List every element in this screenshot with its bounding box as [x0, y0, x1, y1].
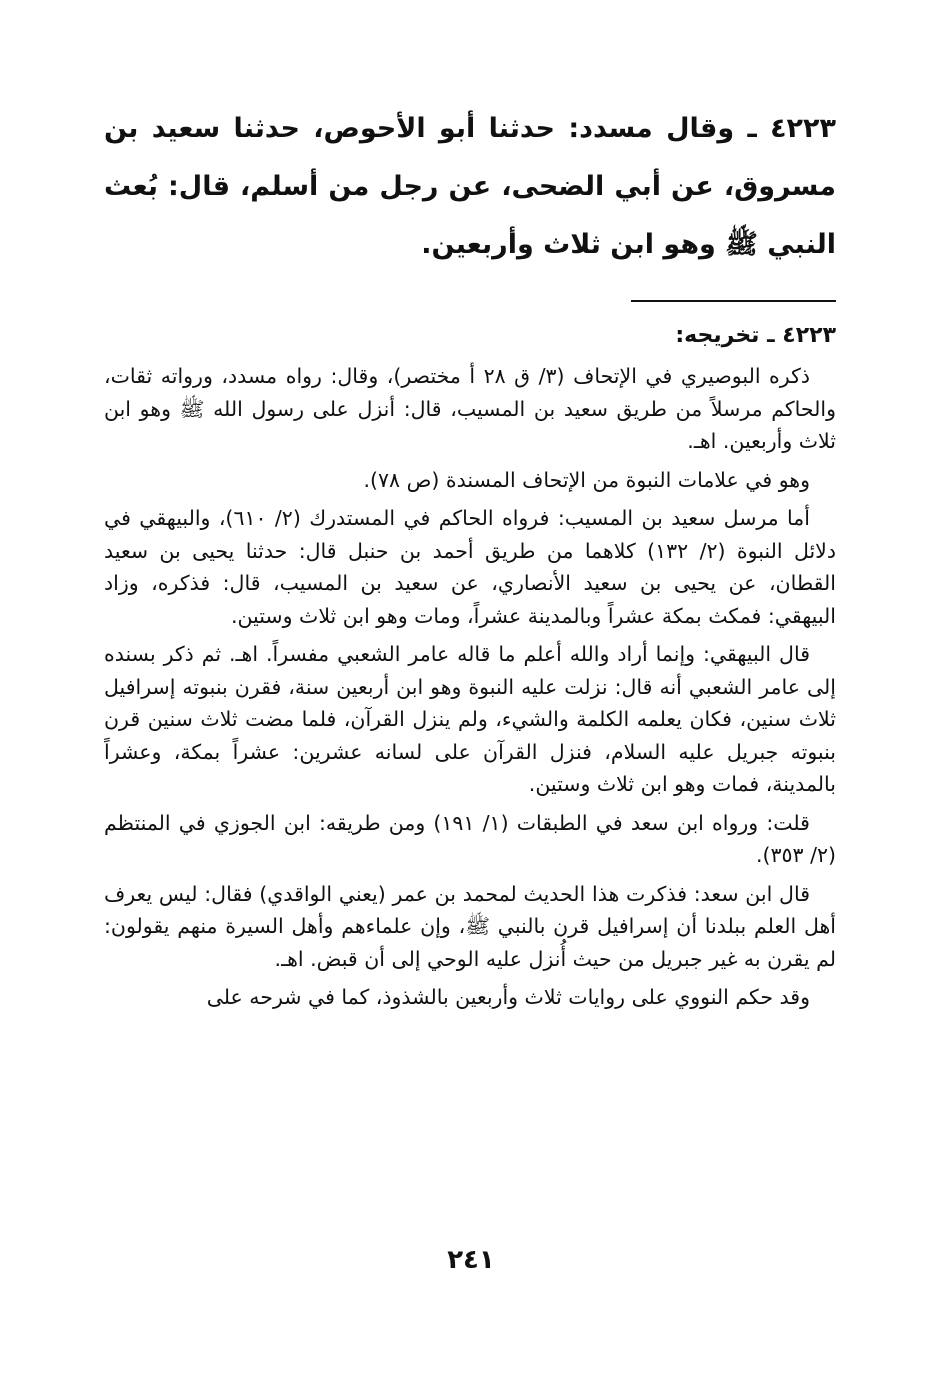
takhrij-paragraph-7: وقد حكم النووي على روايات ثلاث وأربعين بالشذوذ، كما في شرحه على [206, 985, 810, 1009]
takhrij-heading: ٤٢٢٣ ـ تخريجه: [675, 323, 836, 348]
takhrij-paragraph-4: قال البيهقي: وإنما أراد والله أعلم ما قاله عامر الشعبي مفسراً. اهـ. ثم ذكر بسنده إلى عامر الشعبي أنه قال: نزلت عليه النبوة وهو ابن أربعين سنة، فقرن بنبوته إسرافيل ثلاث سنين، فكان يعلمه الكلمة والشيء، ولم ينزل القرآن، فلما مضت ثلاث سنين قرن بنبوته جبريل عليه السلام، فنزل القرآن على لسانه عشرين: عشراً بمكة، وعشراً بالمدينة، فمات وهو ابن ثلاث وستين. [104, 642, 836, 796]
takhrij-paragraph-6: قال ابن سعد: فذكرت هذا الحديث لمحمد بن عمر (يعني الواقدي) فقال: ليس يعرف أهل العلم ببلدنا أن إسرافيل قرن بالنبي ﷺ، وإن علماءهم وأهل السيرة منهم يقولون: لم يقرن به غير جبريل من حيث أُنزل عليه الوحي إلى أن قبض. اهـ. [104, 881, 836, 971]
takhrij-paragraph-1: ذكره البوصيري في الإتحاف (٣/ ق ٢٨ أ مختصر)، وقال: رواه مسدد، ورواته ثقات، والحاكم مرسلاً من طريق سعيد بن المسيب، قال: أنزل على رسول الله ﷺ وهو ابن ثلاث وأربعين. اهـ. [104, 364, 836, 453]
takhrij-paragraph-3: أما مرسل سعيد بن المسيب: فرواه الحاكم في المستدرك (٢/ ٦١٠)، والبيهقي في دلائل النبوة (٢/ ١٣٢) كلاهما من طريق أحمد بن حنبل قال: حدثنا يحيى بن سعيد القطان، عن يحيى بن سعيد الأنصاري، عن سعيد بن المسيب، قال: فذكره، وزاد البيهقي: فمكث بمكة عشراً وبالمدينة عشراً، ومات وهو ابن ثلاث وستين. [104, 506, 836, 628]
page-number: ٢٤١ [447, 1245, 495, 1275]
hadith-number: ٤٢٢٣ [770, 113, 836, 144]
page-body [104, 100, 836, 1020]
takhrij-paragraph-5: قلت: ورواه ابن سعد في الطبقات (١/ ١٩١) ومن طريقه: ابن الجوزي في المنتظم (٢/ ٣٥٣). [104, 810, 836, 867]
takhrij-paragraph-2: وهو في علامات النبوة من الإتحاف المسندة (ص ٧٨). [363, 467, 810, 492]
hadith-text-block [104, 100, 836, 274]
footnote-separator [631, 300, 836, 302]
hadith-text: ـ وقال مسدد: حدثنا أبو الأحوص، حدثنا سعيد بن مسروق، عن أبي الضحى، عن رجل من أسلم، قال: بُعث النبي ﷺ وهو ابن ثلاث وأربعين. [104, 113, 836, 260]
